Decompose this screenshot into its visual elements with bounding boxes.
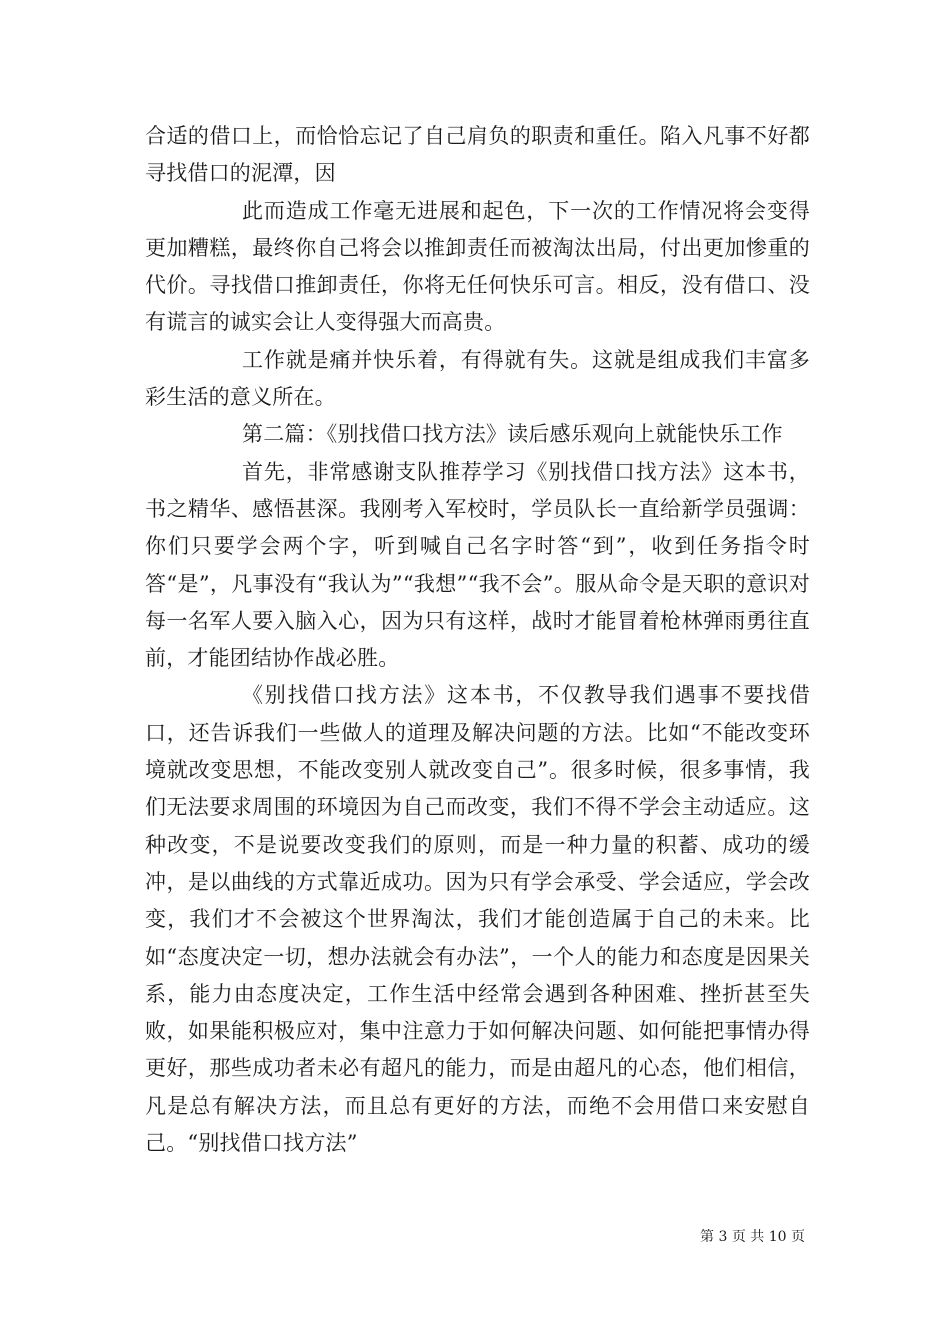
paragraph: 此而造成工作毫无进展和起色，下一次的工作情况将会变得更加糟糕，最终你自己将会以推卸责任而被淘汰出局，付出更加惨重的代价。寻找借口推卸责任，你将无任何快乐可言。相反，没有借口、没有谎言的诚实会让人变得强大而高贵。 [145,198,810,335]
paragraph: 首先，非常感谢支队推荐学习《别找借口找方法》这本书，书之精华、感悟甚深。我刚考入军校时，学员队长一直给新学员强调：你们只要学会两个字，听到喊自己名字时答“到”，收到任务指令时答“是”，凡事没有“我认为”“我想”“我不会”。服从命令是天职的意识对每一名军人要入脑入心，因为只有这样，战时才能冒着枪林弹雨勇往直前，才能团结协作战必胜。 [145,459,810,671]
paragraph-continued: 合适的借口上，而恰恰忘记了自己肩负的职责和重任。陷入凡事不好都寻找借口的泥潭，因 [145,124,810,186]
section-heading: 第二篇：《别找借口找方法》读后感乐观向上就能快乐工作 [242,422,783,447]
page-number-footer: 第 3 页 共 10 页 [700,1229,805,1245]
paragraph: 工作就是痛并快乐着，有得就有失。这就是组成我们丰富多彩生活的意义所在。 [145,347,810,410]
paragraph: 《别找借口找方法》这本书，不仅教导我们遇事不要找借口，还告诉我们一些做人的道理及解决问题的方法。比如“不能改变环境就改变思想，不能改变别人就改变自己”。很多时候，很多事情，我们无法要求周围的环境因为自己而改变，我们不得不学会主动适应。这种改变，不是说要改变我们的原则，而是一种力量的积蓄、成功的缓冲，是以曲线的方式靠近成功。因为只有学会承受、学会适应，学会改变，我们才不会被这个世界淘汰，我们才能创造属于自己的未来。比如“态度决定一切，想办法就会有办法”，一个人的能力和态度是因果关系，能力由态度决定，工作生活中经常会遇到各种困难、挫折甚至失败，如果能积极应对，集中注意力于如何解决问题、如何能把事情办得更好，那些成功者未必有超凡的能力，而是由超凡的心态，他们相信，凡是总有解决方法，而且总有更好的方法，而绝不会用借口来安慰自己。“别找借口找方法” [145,683,810,1156]
document-body [145,118,810,1162]
